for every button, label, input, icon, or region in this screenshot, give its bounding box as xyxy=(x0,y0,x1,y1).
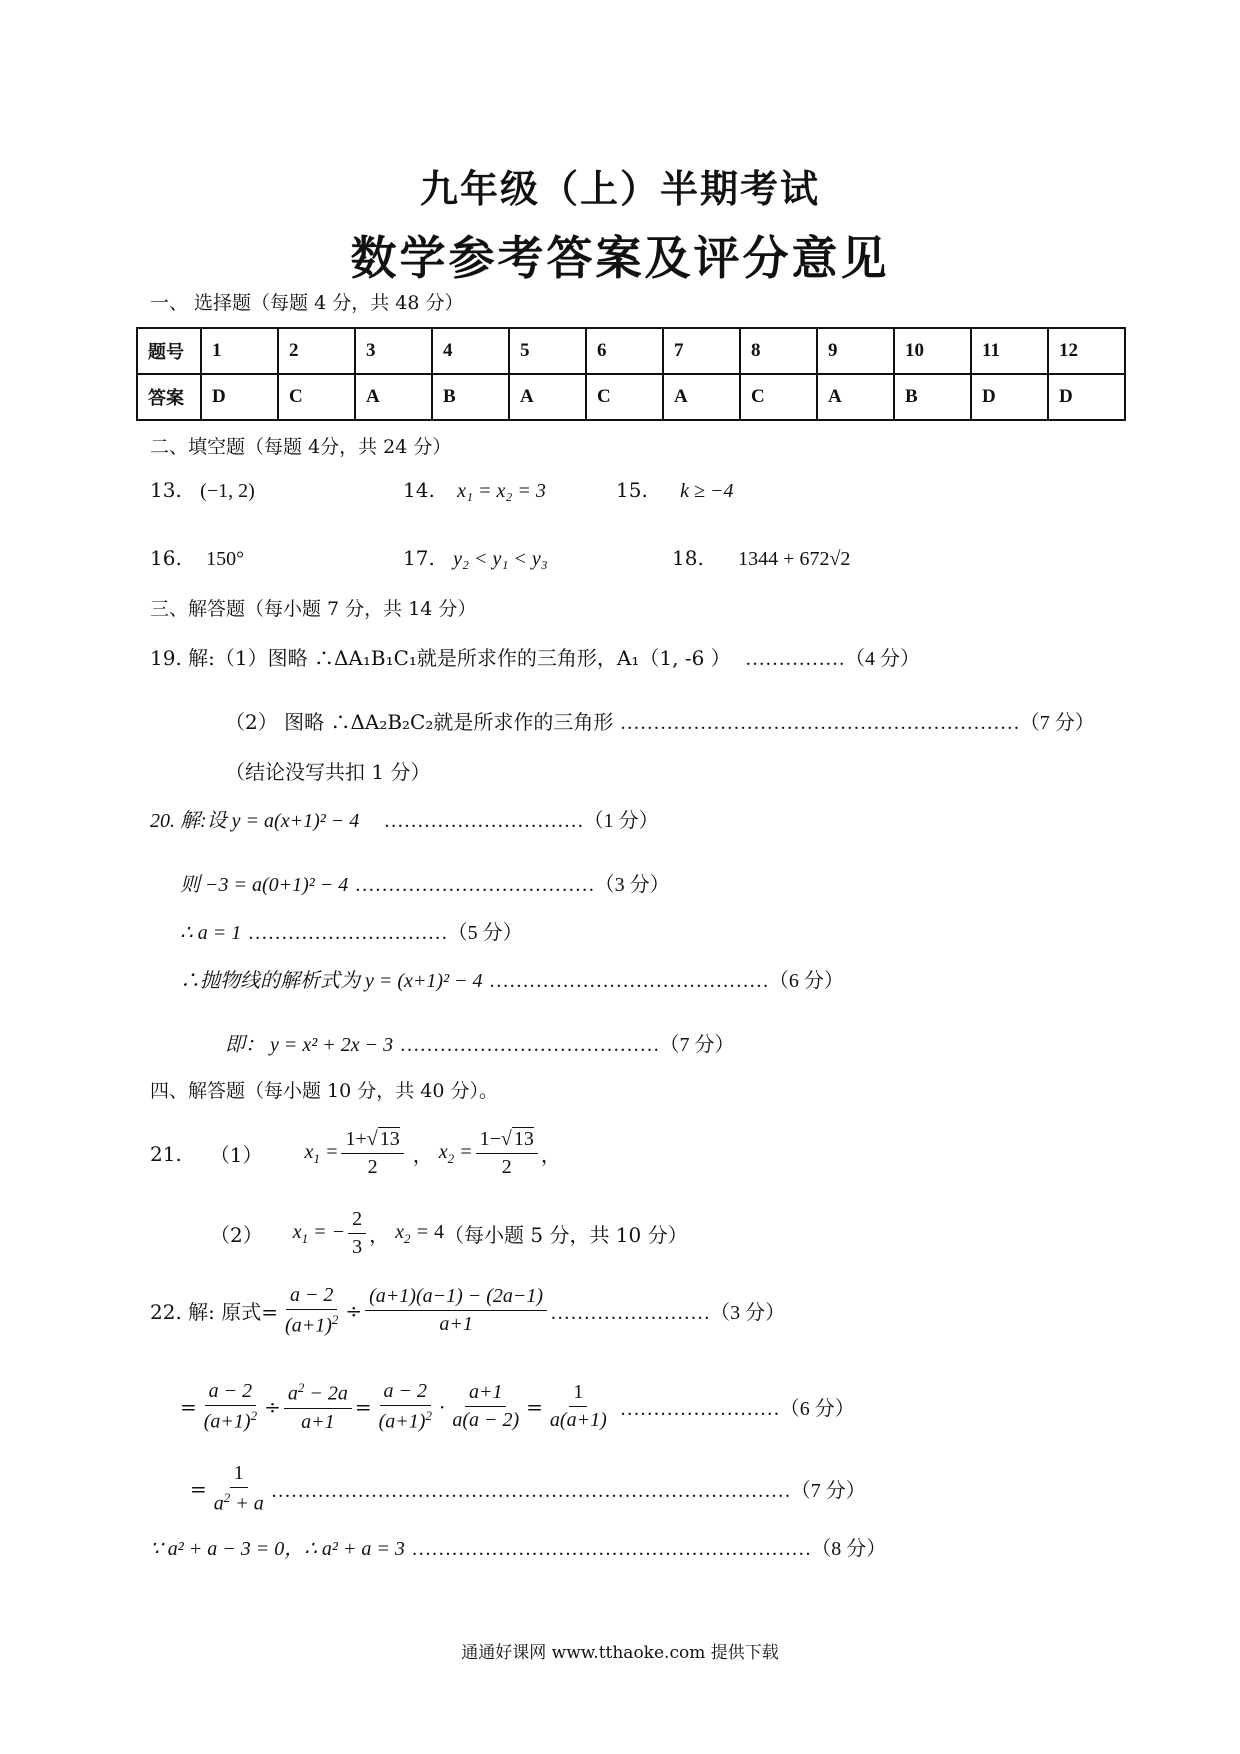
fraction: $\frac{a - 2}{(a+1)^2}$ xyxy=(203,1380,258,1433)
page-title: 九年级（上）半期考试 xyxy=(419,166,820,211)
fill-item-18 xyxy=(672,546,850,571)
table-cell: 11 xyxy=(971,328,1048,374)
equals-sign: = xyxy=(190,1476,207,1501)
q19-note: （结论没写共扣 1 分） xyxy=(225,760,431,784)
fraction: $\frac{1-√ 13}{2}$ xyxy=(476,1128,538,1179)
fraction: $\frac{1}{a(a+1)}$ xyxy=(549,1381,607,1432)
score-mark: ……………………………………（6 分） xyxy=(488,970,844,992)
q20-line5 xyxy=(225,1028,734,1057)
table-cell: A xyxy=(817,374,894,420)
q22-line4-text: ∵ a² + a − 3 = 0，∴ a² + a = 3 xyxy=(150,1538,405,1560)
score-mark: ……………（4 分） xyxy=(745,648,921,670)
fraction: $\frac{a - 2}{(a+1)^2}$ xyxy=(285,1284,339,1337)
table-cell: A xyxy=(355,374,432,420)
q22-line1 xyxy=(150,1284,785,1338)
q19-part2-text: （2） 图略 ∴ΔA₂B₂C₂就是所求作的三角形 xyxy=(225,710,614,734)
score-mark: …………………………（5 分） xyxy=(247,922,523,944)
table-cell: 7 xyxy=(663,328,740,374)
table-header-answer: 答案 xyxy=(137,374,201,420)
q21-part2 xyxy=(210,1208,688,1259)
q21-part1 xyxy=(150,1128,561,1179)
q19-part1-text: 19. 解:（1）图略 ∴ΔA₁B₁C₁就是所求作的三角形，A₁（1, -6 ） xyxy=(150,646,731,670)
section1-heading: 一、 选择题（每题 4 分，共 48 分） xyxy=(150,292,464,314)
equals-sign: = xyxy=(180,1394,197,1419)
q20-line3 xyxy=(180,916,523,945)
item-answer: 150° xyxy=(206,548,245,570)
q22-label: 22. 解: 原式= xyxy=(150,1300,279,1325)
table-cell: D xyxy=(201,374,278,420)
item-answer: (−1, 2) xyxy=(200,480,255,502)
q21-part2-label: （2） xyxy=(210,1223,263,1247)
q19-part2 xyxy=(225,706,1095,735)
table-row-answers xyxy=(137,374,1125,420)
fraction: $\frac{a - 2}{(a+1)^2}$ xyxy=(378,1380,432,1433)
fill-item-14 xyxy=(403,478,546,503)
item-number: 14. xyxy=(403,478,435,502)
fraction: $\frac{1}{a^2 + a}$ xyxy=(213,1462,264,1515)
separator-comma: ， xyxy=(412,1143,433,1167)
section2-heading: 二、填空题（每题 4分，共 24 分） xyxy=(150,436,452,458)
fill-item-17 xyxy=(403,546,548,571)
table-cell: 2 xyxy=(278,328,355,374)
fill-item-15 xyxy=(616,478,734,503)
q20-line4 xyxy=(180,964,844,993)
table-cell: 5 xyxy=(509,328,586,374)
score-mark: ………………………………（3 分） xyxy=(354,874,670,896)
table-cell: D xyxy=(971,374,1048,420)
answer-table xyxy=(136,327,1126,421)
q22-line4 xyxy=(150,1532,886,1561)
q21-x1-formula: $x_1$ = xyxy=(304,1140,339,1166)
q21-x2-formula: $x_2$ = xyxy=(438,1140,473,1166)
table-cell: 6 xyxy=(586,328,663,374)
q21-part2-note: （每小题 5 分，共 10 分） xyxy=(444,1223,688,1247)
divide-sign: ÷ xyxy=(345,1298,363,1323)
q21-x2-formula: $x_2 = 4$ xyxy=(395,1220,445,1246)
q22-line2 xyxy=(180,1380,855,1434)
q21-label: 21. xyxy=(150,1141,182,1166)
table-cell: B xyxy=(432,374,509,420)
fraction: $\frac{2}{3}$ xyxy=(348,1208,366,1259)
table-cell: A xyxy=(509,374,586,420)
item-number: 13. xyxy=(150,478,182,502)
fraction: $\frac{a^2 - 2a}{a+1}$ xyxy=(284,1380,352,1434)
q20-line5-text: 即： y = x² + 2x − 3 xyxy=(225,1034,394,1056)
table-cell: 4 xyxy=(432,328,509,374)
table-cell: B xyxy=(894,374,971,420)
table-cell: 10 xyxy=(894,328,971,374)
q20-line4-text: ∴抛物线的解析式为 y = (x+1)² − 4 xyxy=(180,970,483,992)
item-number: 18. xyxy=(672,546,704,570)
equals-sign: = xyxy=(354,1394,372,1419)
q20-line1 xyxy=(150,804,659,833)
score-mark: ……………………………………………………（7 分） xyxy=(619,712,1095,734)
item-answer: 1344 + 672√2 xyxy=(738,548,851,570)
table-cell: 8 xyxy=(740,328,817,374)
item-answer: x₁ = x₂ = 3 xyxy=(457,480,546,502)
item-number: 15. xyxy=(616,478,648,502)
page-footer: 通通好课网 www.tthaoke.com 提供下载 xyxy=(461,1643,779,1663)
fraction: $\frac{1+√ 13}{2}$ xyxy=(341,1128,403,1179)
score-mark: ……………………………………………………（8 分） xyxy=(411,1538,887,1560)
section4-heading: 四、解答题（每小题 10 分，共 40 分）。 xyxy=(150,1080,499,1102)
equals-sign: = xyxy=(526,1394,543,1419)
score-mark: …………………………………（7 分） xyxy=(399,1034,735,1056)
fraction: $\frac{(a+1)(a-1) - (2a-1)}{a+1}$ xyxy=(365,1285,547,1336)
q20-line3-text: ∴ a = 1 xyxy=(180,922,242,944)
q20-line1-text: 20. 解:设 y = a(x+1)² − 4 xyxy=(150,810,360,832)
q20-line2 xyxy=(180,868,670,897)
table-header-question: 题号 xyxy=(137,328,201,374)
table-cell: A xyxy=(663,374,740,420)
table-cell: 12 xyxy=(1048,328,1125,374)
q22-line3 xyxy=(190,1462,866,1516)
table-cell: 3 xyxy=(355,328,432,374)
table-cell: C xyxy=(278,374,355,420)
separator-comma: ， xyxy=(540,1143,561,1167)
table-row-questions xyxy=(137,328,1125,374)
page-subtitle: 数学参考答案及评分意见 xyxy=(350,231,890,285)
q19-part1 xyxy=(150,642,920,671)
score-mark: …………………………（1 分） xyxy=(383,810,659,832)
table-cell: C xyxy=(740,374,817,420)
score-mark: ……………………（3 分） xyxy=(550,1302,786,1325)
q20-line2-text: 则 −3 = a(0+1)² − 4 xyxy=(180,874,349,896)
table-cell: D xyxy=(1048,374,1125,420)
item-number: 16. xyxy=(150,546,182,570)
table-cell: 9 xyxy=(817,328,894,374)
multiply-sign: · xyxy=(438,1394,446,1419)
item-answer: k ≥ −4 xyxy=(680,480,734,502)
fill-item-16 xyxy=(150,546,244,571)
fill-item-13 xyxy=(150,478,255,503)
score-mark: ……………………………………………………………………（7 分） xyxy=(270,1480,866,1503)
section3-heading: 三、解答题（每小题 7 分，共 14 分） xyxy=(150,598,477,620)
divide-sign: ÷ xyxy=(264,1394,281,1419)
fraction: $\frac{a+1}{a(a - 2)}$ xyxy=(452,1381,520,1432)
separator-comma: ， xyxy=(369,1223,390,1247)
item-answer: y₂ < y₁ < y₃ xyxy=(453,548,548,570)
q21-part1-label: （1） xyxy=(209,1143,263,1167)
item-number: 17. xyxy=(403,546,435,570)
table-cell: C xyxy=(586,374,663,420)
table-cell: 1 xyxy=(201,328,278,374)
q21-x1-formula: $x_1$ = − xyxy=(292,1220,346,1246)
score-mark: ……………………（6 分） xyxy=(619,1398,855,1421)
